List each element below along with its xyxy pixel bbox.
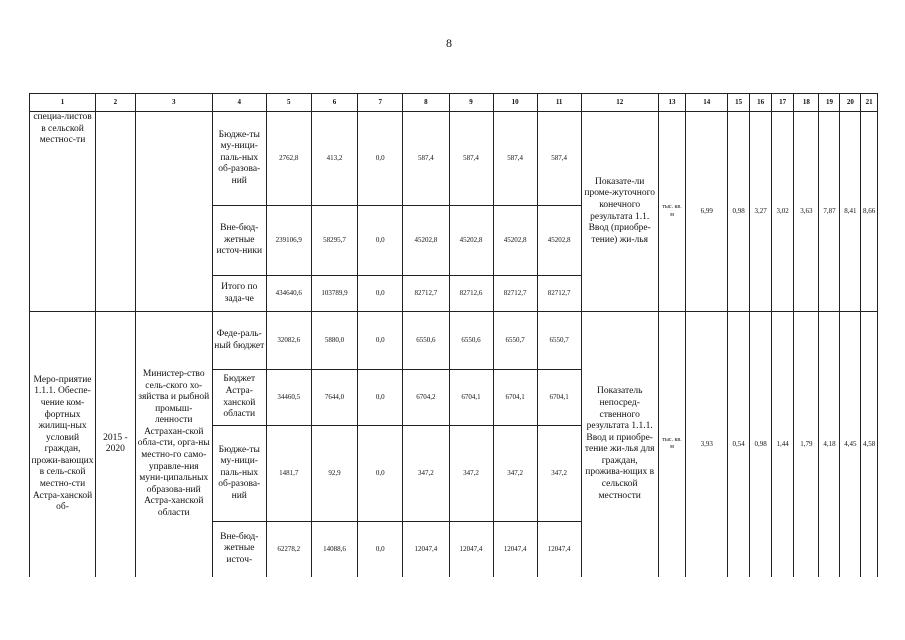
value-cell: 0,0 [358, 312, 403, 370]
header-cell: 20 [840, 94, 861, 112]
value-cell: 587,4 [449, 112, 493, 206]
header-cell: 18 [794, 94, 819, 112]
header-cell: 6 [311, 94, 357, 112]
program-table [29, 93, 878, 577]
header-cell: 19 [819, 94, 840, 112]
header-cell: 9 [449, 94, 493, 112]
value-cell: 45202,8 [537, 206, 581, 276]
activity-name-cell: специа-листов в сельской местнос-ти [30, 112, 96, 312]
value-cell: 12047,4 [537, 522, 581, 577]
header-cell: 4 [212, 94, 266, 112]
value-cell: 6550,6 [449, 312, 493, 370]
value-cell: 92,9 [311, 426, 357, 522]
indicator-value-cell: 3,27 [750, 112, 772, 312]
value-cell: 347,2 [493, 426, 537, 522]
period-cell: 2015 - 2020 [96, 312, 136, 577]
value-cell: 587,4 [537, 112, 581, 206]
value-cell: 58295,7 [311, 206, 357, 276]
activity-name-cell: Меро-приятие 1.1.1. Обеспе-чение ком-фортных жилищ-ных условий граждан, прожи-вающих в сель-ской местно-сти Астра-ханской об- [30, 312, 96, 577]
header-cell: 11 [537, 94, 581, 112]
value-cell: 6704,1 [493, 370, 537, 426]
value-cell: 347,2 [449, 426, 493, 522]
value-cell: 34460,5 [266, 370, 311, 426]
header-row [30, 94, 878, 112]
header-cell: 3 [135, 94, 212, 112]
value-cell: 587,4 [403, 112, 449, 206]
value-cell: 0,0 [358, 206, 403, 276]
indicator-value-cell: 0,54 [728, 312, 750, 577]
header-cell: 5 [266, 94, 311, 112]
header-cell: 1 [30, 94, 96, 112]
value-cell: 0,0 [358, 522, 403, 577]
header-cell: 12 [581, 94, 658, 112]
funding-source-cell: Вне-бюд-жетные источ- [212, 522, 266, 577]
value-cell: 62278,2 [266, 522, 311, 577]
value-cell: 45202,8 [403, 206, 449, 276]
value-cell: 12047,4 [449, 522, 493, 577]
indicator-value-cell: 4,58 [861, 312, 878, 577]
value-cell: 12047,4 [493, 522, 537, 577]
value-cell: 0,0 [358, 112, 403, 206]
page-number: 8 [446, 36, 452, 50]
header-cell: 17 [772, 94, 794, 112]
header-cell: 8 [403, 94, 449, 112]
value-cell: 0,0 [358, 370, 403, 426]
value-cell: 2762,8 [266, 112, 311, 206]
indicator-value-cell: 1,79 [794, 312, 819, 577]
header-cell: 10 [493, 94, 537, 112]
value-cell: 6550,7 [493, 312, 537, 370]
indicator-value-cell: 3,93 [686, 312, 728, 577]
table-row [30, 312, 878, 370]
value-cell: 7644,0 [311, 370, 357, 426]
header-cell: 16 [750, 94, 772, 112]
value-cell: 413,2 [311, 112, 357, 206]
indicator-value-cell: 3,02 [772, 112, 794, 312]
value-cell: 347,2 [403, 426, 449, 522]
value-cell: 82712,7 [493, 276, 537, 312]
header-cell: 7 [358, 94, 403, 112]
executor-cell [135, 112, 212, 312]
header-cell: 15 [728, 94, 750, 112]
indicator-value-cell: 1,44 [772, 312, 794, 577]
funding-source-cell: Бюдже-ты му-ници-паль-ных об-разова-ний [212, 426, 266, 522]
unit-cell: тыс. кв. м [658, 312, 686, 577]
funding-source-cell: Итого по зада-че [212, 276, 266, 312]
value-cell: 82712,6 [449, 276, 493, 312]
indicator-value-cell: 3,63 [794, 112, 819, 312]
value-cell: 82712,7 [403, 276, 449, 312]
value-cell: 6550,6 [403, 312, 449, 370]
period-cell [96, 112, 136, 312]
header-cell: 13 [658, 94, 686, 112]
indicator-name-cell: Показатель непосред-ственного результата 1.1.1. Ввод и приобре-тение жи-лья для граждан, прожива-ющих в сельской местности [581, 312, 658, 577]
value-cell: 1481,7 [266, 426, 311, 522]
indicator-value-cell: 8,41 [840, 112, 861, 312]
value-cell: 6704,1 [537, 370, 581, 426]
indicator-value-cell: 6,99 [686, 112, 728, 312]
value-cell: 5880,0 [311, 312, 357, 370]
value-cell: 32082,6 [266, 312, 311, 370]
funding-source-cell: Бюджет Астра-ханской области [212, 370, 266, 426]
value-cell: 434640,6 [266, 276, 311, 312]
indicator-value-cell: 4,45 [840, 312, 861, 577]
value-cell: 6704,1 [449, 370, 493, 426]
indicator-name-cell: Показате-ли проме-жуточного конечного результата 1.1. Ввод (приобре-тение) жи-лья [581, 112, 658, 312]
indicator-value-cell: 8,66 [861, 112, 878, 312]
funding-source-cell: Феде-раль-ный бюджет [212, 312, 266, 370]
value-cell: 82712,7 [537, 276, 581, 312]
indicator-value-cell: 0,98 [750, 312, 772, 577]
executor-cell: Министер-ство сель-ского хо-зяйства и рыбной промыш-ленности Астрахан-ской обла-сти, орга-ны местно-го само-управле-ния муни-ципальных образова-ний Астра-ханской области [135, 312, 212, 577]
indicator-value-cell: 4,18 [819, 312, 840, 577]
funding-source-cell: Вне-бюд-жетные источ-ники [212, 206, 266, 276]
value-cell: 347,2 [537, 426, 581, 522]
value-cell: 14088,6 [311, 522, 357, 577]
value-cell: 0,0 [358, 276, 403, 312]
value-cell: 6550,7 [537, 312, 581, 370]
unit-cell: тыс. кв. м [658, 112, 686, 312]
value-cell: 12047,4 [403, 522, 449, 577]
header-cell: 21 [861, 94, 878, 112]
value-cell: 103789,9 [311, 276, 357, 312]
value-cell: 587,4 [493, 112, 537, 206]
value-cell: 45202,8 [493, 206, 537, 276]
header-cell: 2 [96, 94, 136, 112]
table-row [30, 112, 878, 206]
indicator-value-cell: 0,98 [728, 112, 750, 312]
value-cell: 0,0 [358, 426, 403, 522]
header-cell: 14 [686, 94, 728, 112]
value-cell: 239106,9 [266, 206, 311, 276]
funding-source-cell: Бюдже-ты му-ници-паль-ных об-разова-ний [212, 112, 266, 206]
indicator-value-cell: 7,87 [819, 112, 840, 312]
value-cell: 6704,2 [403, 370, 449, 426]
value-cell: 45202,8 [449, 206, 493, 276]
